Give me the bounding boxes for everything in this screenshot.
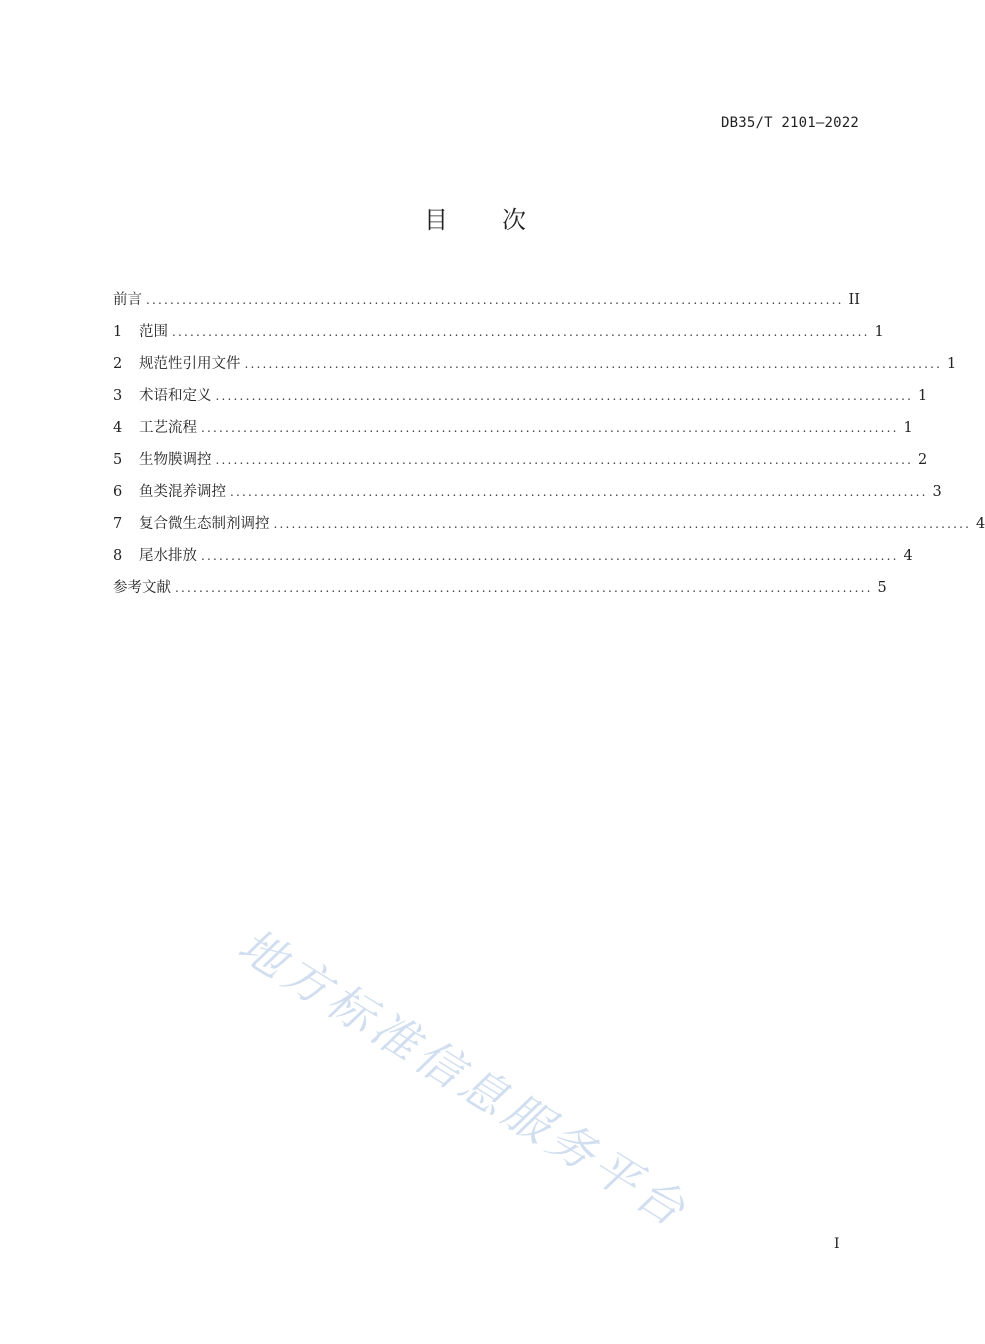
standard-code: DB35/T 2101—2022 — [720, 115, 859, 131]
toc-entry[interactable] — [113, 352, 957, 384]
toc-entry-number: 4 — [113, 420, 123, 436]
toc-leader-dots: .................................................................................................................... — [201, 549, 899, 563]
toc-entry-page: 1 — [874, 324, 884, 340]
toc-entry-label: 生物膜调控 — [139, 452, 212, 468]
watermark: 地方标准信息服务平台 — [229, 917, 699, 1239]
toc-title-char-1: 目 — [424, 206, 448, 234]
toc-entry-label: 尾水排放 — [139, 548, 197, 564]
toc-entry[interactable] — [113, 288, 860, 320]
toc-entry-number: 8 — [113, 548, 123, 564]
toc-entry-page: 3 — [932, 484, 942, 500]
toc-entry[interactable] — [113, 384, 928, 416]
toc-entry-label: 术语和定义 — [139, 388, 212, 404]
toc-entry[interactable] — [113, 448, 928, 480]
toc-leader-dots: .................................................................................................................... — [230, 485, 928, 499]
toc-entry-label: 复合微生态制剂调控 — [139, 516, 270, 532]
toc-entry-number: 2 — [113, 356, 123, 372]
toc-entry-label: 规范性引用文件 — [139, 356, 241, 372]
toc-entry-page: II — [848, 292, 860, 308]
toc-entry-label: 范围 — [139, 324, 168, 340]
toc-leader-dots: .................................................................................................................... — [215, 389, 914, 403]
toc-title — [0, 200, 950, 235]
toc-leader-dots: .................................................................................................................... — [215, 453, 914, 467]
toc-entry-number: 7 — [113, 516, 123, 532]
toc-entry-label: 参考文献 — [113, 580, 171, 596]
page-number: I — [834, 1236, 840, 1252]
toc-entry[interactable] — [113, 320, 884, 352]
toc-entry-page: 5 — [877, 580, 887, 596]
toc-entry-page: 1 — [903, 420, 913, 436]
toc-entry-page: 4 — [903, 548, 913, 564]
toc-entry-label: 前言 — [113, 292, 142, 308]
toc-entry-page: 1 — [946, 356, 957, 372]
toc-title-char-2: 次 — [502, 206, 526, 234]
toc-entry[interactable] — [113, 576, 887, 608]
toc-leader-dots: .................................................................................................................... — [273, 517, 972, 531]
toc-leader-dots: .................................................................................................................... — [201, 421, 899, 435]
toc-entry-number: 5 — [113, 452, 123, 468]
toc-entry-number: 3 — [113, 388, 123, 404]
table-of-contents — [113, 288, 985, 608]
toc-leader-dots: .................................................................................................................... — [172, 325, 870, 339]
toc-entry-label: 鱼类混养调控 — [139, 484, 226, 500]
toc-entry-page: 4 — [975, 516, 985, 532]
toc-entry[interactable] — [113, 512, 985, 544]
toc-entry[interactable] — [113, 480, 942, 512]
toc-entry[interactable] — [113, 416, 913, 448]
toc-entry-number: 6 — [113, 484, 123, 500]
toc-entry-page: 1 — [917, 388, 928, 404]
toc-leader-dots: .................................................................................................................... — [146, 293, 844, 307]
toc-entry[interactable] — [113, 544, 913, 576]
toc-leader-dots: .................................................................................................................... — [175, 581, 873, 595]
toc-entry-label: 工艺流程 — [139, 420, 197, 436]
toc-leader-dots: .................................................................................................................... — [244, 357, 943, 371]
toc-entry-number: 1 — [113, 324, 123, 340]
toc-entry-page: 2 — [917, 452, 928, 468]
